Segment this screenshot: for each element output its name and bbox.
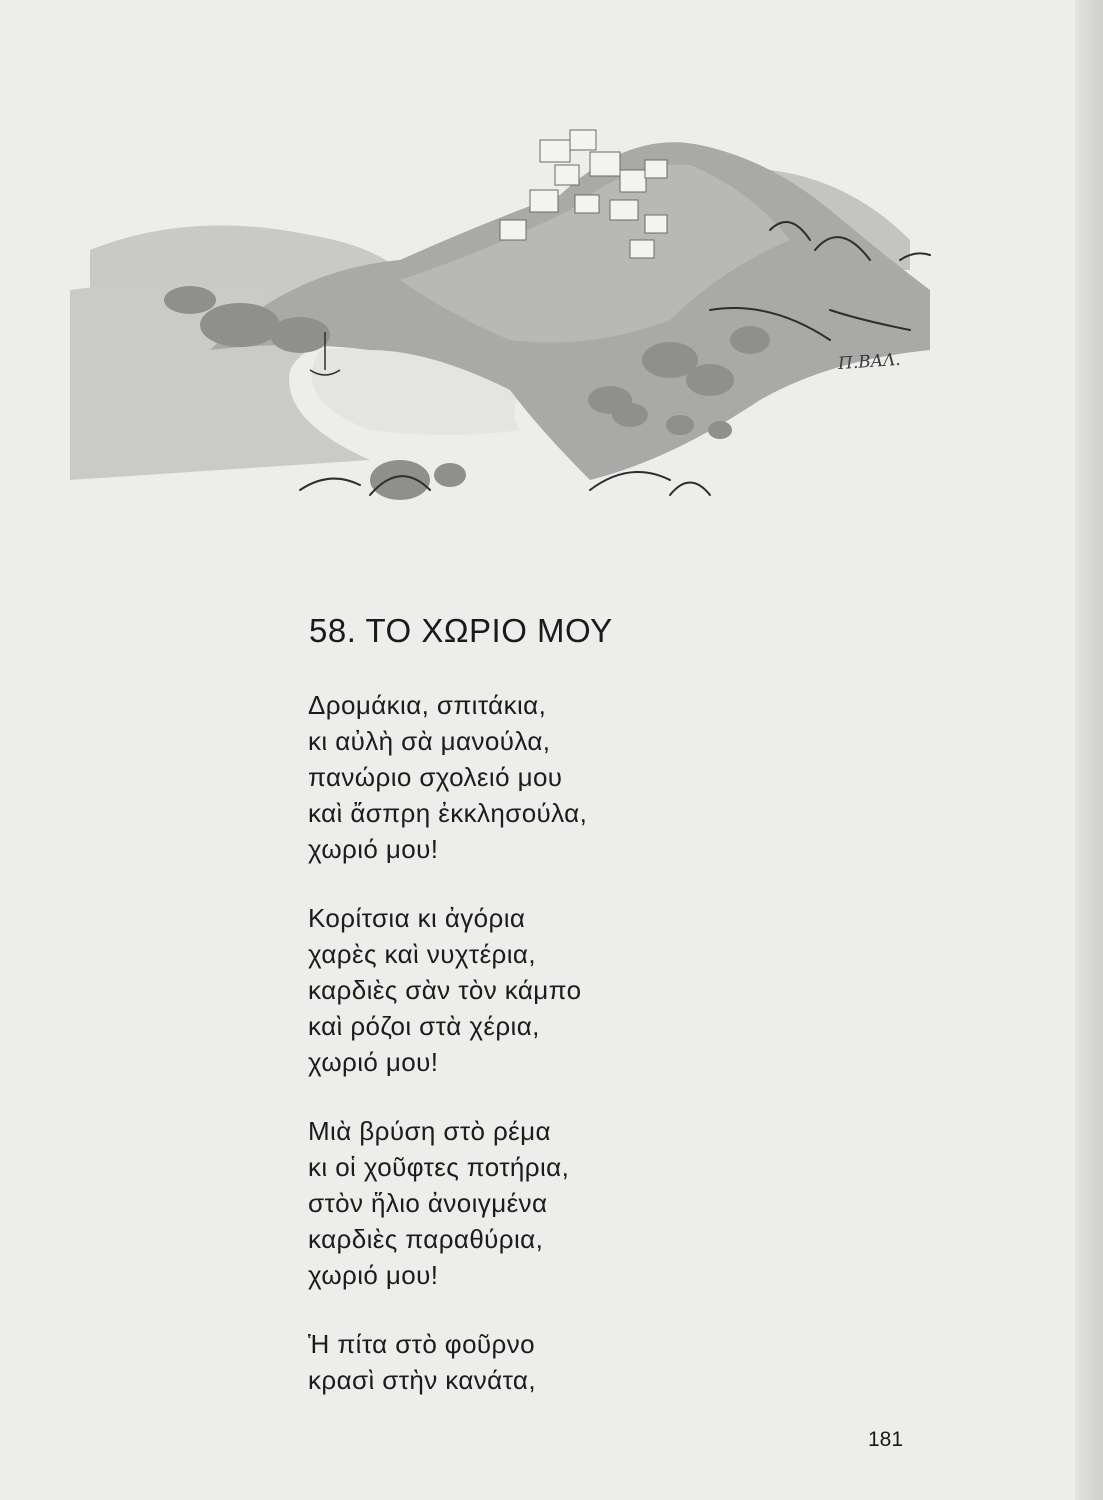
- poem-line: πανώριο σχολειό μου: [308, 762, 563, 792]
- poem-line: καὶ ἄσπρη ἐκκλησούλα,: [308, 798, 588, 828]
- poem-line: καρδιὲς σὰν τὸν κάμπο: [308, 975, 582, 1005]
- poem-line: κι οἱ χοῦφτες ποτήρια,: [308, 1152, 570, 1182]
- stanza-1: [308, 687, 928, 867]
- poem-refrain: χωριό μου!: [308, 1260, 439, 1290]
- illustrator-signature: Π.ΒΑΛ.: [837, 349, 902, 375]
- stanza-3: [308, 1113, 928, 1293]
- poem-line: στὸν ἥλιο ἀνοιγμένα: [308, 1188, 548, 1218]
- poem-refrain: χωριό μου!: [308, 1047, 439, 1077]
- poem-line: καρδιὲς παραθύρια,: [308, 1224, 544, 1254]
- stanza-4: [308, 1326, 928, 1398]
- poem-refrain: χωριό μου!: [308, 834, 439, 864]
- poem-line: Δρομάκια, σπιτάκια,: [308, 690, 547, 720]
- poem-line: χαρὲς καὶ νυχτέρια,: [308, 939, 536, 969]
- poem-title: 58. ΤΟ ΧΩΡΙΟ ΜΟΥ: [309, 612, 613, 649]
- stanza-2: [308, 900, 928, 1080]
- poem-line: κρασὶ στὴν κανάτα,: [308, 1365, 536, 1395]
- poem-line: Ἡ πίτα στὸ φοῦρνο: [308, 1329, 536, 1359]
- poem-body: [308, 687, 928, 1431]
- village-illustration: [70, 100, 940, 600]
- poem-line: καὶ ρόζοι στὰ χέρια,: [308, 1011, 540, 1041]
- page-number: 181: [868, 1428, 904, 1451]
- poem-line: Κορίτσια κι ἀγόρια: [308, 903, 526, 933]
- poem-line: κι αὐλὴ σὰ μανούλα,: [308, 726, 551, 756]
- poem-line: Μιὰ βρύση στὸ ρέμα: [308, 1116, 551, 1146]
- page-binding-edge: [1075, 0, 1103, 1500]
